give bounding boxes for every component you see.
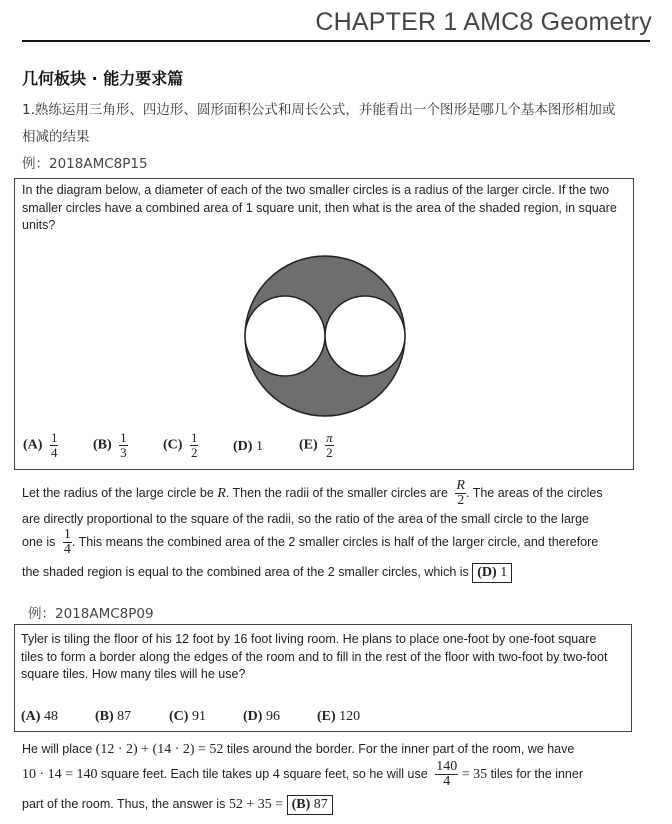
choice-a: (A) $\frac{1}{4}$ bbox=[23, 430, 58, 460]
choice-b: (B) 87 bbox=[95, 709, 132, 724]
circle-figure bbox=[240, 251, 410, 421]
choice-c: (C) 91 bbox=[169, 709, 206, 724]
example1-solution-line3: one is $\frac{1}{4}$ . This means the combined area of the 2 smaller circles is half of the larger circle, and therefore bbox=[22, 527, 599, 557]
choice-d: (D) 96 bbox=[243, 709, 280, 724]
choice-e: (E) $\frac{\pi}{2}$ bbox=[299, 430, 333, 460]
example1-problem-text: In the diagram below, a diameter of each of the two smaller circles is a radius of the larger circle. If the two smaller circles have a combined area of 1 square unit, then what is the area of the shaded region, in square units? bbox=[22, 183, 617, 232]
example1-solution-line2: are directly proportional to the square of the radii, so the ratio of the area of the small circle to the large bbox=[22, 512, 589, 526]
section-title: 几何板块 · 能力要求篇 bbox=[22, 69, 184, 88]
example2-solution-line2: 10 · 14 = 140 square feet. Each tile takes up 4 square feet, so he will use $\frac{140}{4}$ = 35 tiles for the inner bbox=[22, 759, 583, 789]
example1-label: 例：2018AMC8P15 bbox=[22, 156, 148, 172]
example1-answer-box: (D) 1 bbox=[472, 563, 512, 583]
choice-c: (C) $\frac{1}{2}$ bbox=[163, 430, 198, 460]
small-circle-left bbox=[245, 296, 325, 376]
example1-choices bbox=[23, 431, 623, 465]
section-intro: 1.熟练运用三角形、四边形、圆形面积公式和周长公式，并能看出一个图形是哪几个基本图形相加或相减的结果 bbox=[22, 102, 616, 145]
example2-choices bbox=[21, 709, 621, 729]
chapter-header: CHAPTER 1 AMC8 Geometry bbox=[315, 8, 652, 36]
choice-b: (B) $\frac{1}{3}$ bbox=[93, 430, 127, 460]
example2-solution-line3: part of the room. Thus, the answer is 52 + 35 = (B) 87 bbox=[22, 795, 333, 815]
example1-problem-box bbox=[14, 178, 634, 470]
example2-problem-box bbox=[14, 624, 632, 732]
example2-label: 例：2018AMC8P09 bbox=[28, 606, 154, 622]
choice-d: (D) 1 bbox=[233, 439, 263, 454]
choice-e: (E) 120 bbox=[317, 709, 361, 724]
example2-answer-box: (B) 87 bbox=[287, 795, 333, 815]
example2-problem-text: Tyler is tiling the floor of his 12 foot by 16 foot living room. He plans to place one-foot by one-foot square tiles to form a border along the edges of the room and to fill in the rest of the floor with two-foot by two-foot square tiles. How many tiles will he use? bbox=[21, 632, 608, 681]
example1-solution-line1: Let the radius of the large circle be R. Then the radii of the smaller circles are $\frac{R}{2}$ . The areas of the circles bbox=[22, 478, 603, 508]
example1-solution-line4: the shaded region is equal to the combined area of the 2 smaller circles, which is (D) 1 bbox=[22, 563, 512, 583]
header-divider bbox=[22, 40, 650, 42]
choice-a: (A) 48 bbox=[21, 709, 58, 724]
example2-solution-line1: He will place (12 · 2) + (14 · 2) = 52 tiles around the border. For the inner part of the room, we have bbox=[22, 742, 575, 757]
small-circle-right bbox=[325, 296, 405, 376]
